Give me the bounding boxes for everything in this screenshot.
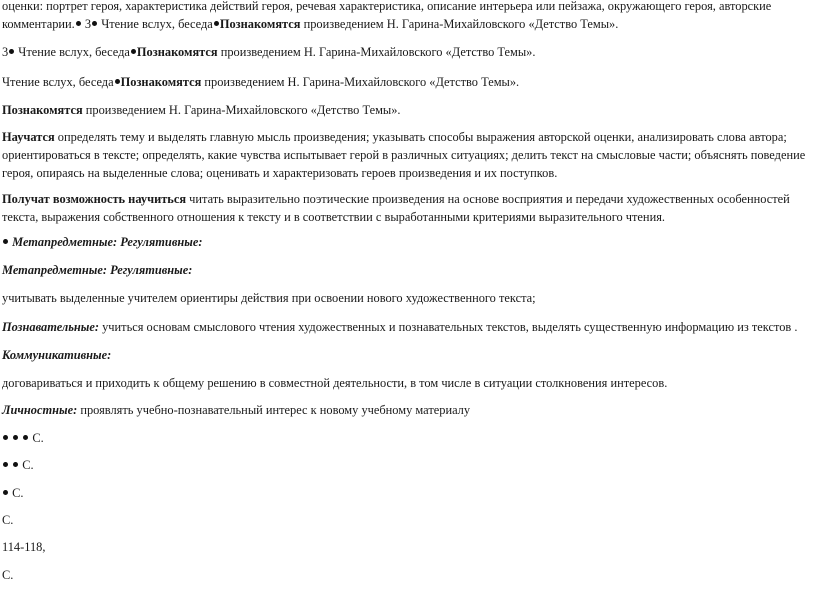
paragraph-page-ref-2 [2,456,808,474]
text-work: произведением Н. Гарина-Михайловского «Детство Темы». [300,17,619,31]
paragraph-meta-bullet [2,233,808,251]
paragraph-agreement [2,374,808,392]
bullet-icon [3,239,8,244]
text-work: произведением Н. Гарина-Михайловского «Детство Темы». [82,103,401,117]
text-page-ref: С. [29,431,44,445]
bullet-icon [76,21,81,26]
text-reading: Чтение вслух, беседа [98,17,213,31]
bullet-icon [13,435,18,440]
paragraph-will-learn [2,128,808,182]
text-page-ref: С. [19,458,34,472]
text-regulative: учитывать выделенные учителем ориентиры действия при освоении нового художественного текста; [2,291,536,305]
text-meta-heading: Метапредметные: Регулятивные: [2,263,193,277]
text-personal: проявлять учебно-познавательный интерес к новому учебному материалу [77,403,471,417]
bullet-icon [3,490,8,495]
text-bold-will-learn: Научатся [2,130,55,144]
paragraph-page-range [2,538,808,556]
bullet-icon [131,49,136,54]
text-comments: комментарии. [2,17,75,31]
paragraph-page-ref-3 [2,484,808,502]
paragraph-page-ref-4 [2,511,808,529]
text-cognitive: учиться основам смыслового чтения художественных и познавательных текстов, выделять существенную информацию из текстов . [99,320,798,334]
paragraph-line-4 [2,101,808,119]
text-communicative: договариваться и приходить к общему решению в совместной деятельности, в том числе в ситуации столкновения интересов. [2,376,668,390]
text-bold-opportunity: Получат возможность научиться [2,192,187,206]
text-page-range: 114-118, [2,540,46,554]
text-opportunity-goals: читать выразительно поэтические произведения на основе восприятия и передачи художественных особенностей текста, выражения собственного отношения к тексту и в соответствии с выработанными критериями выразительного чтения. [2,192,790,224]
paragraph-page-ref-1 [2,429,808,447]
paragraph-personal [2,401,808,419]
text-page-ref: С. [9,486,24,500]
text-learn-goals: определять тему и выделять главную мысль произведения; указывать способы выражения авторской оценки, анализировать слова автора; ориентироваться в тексте; определять, какие чувства испытывает герой в различных ситуациях; делить текст на смысловые части; объяснять поведение героя, опираясь на выделенные слова; оценивать и характеризовать героев произведения и их поступков. [2,130,806,180]
paragraph-regulative [2,289,808,307]
bullet-icon [9,49,14,54]
bullet-icon [92,21,97,26]
bullet-icon [115,79,120,84]
bullet-icon [13,462,18,467]
text-personal-heading: Личностные: [2,403,78,417]
bullet-icon [3,462,8,467]
text-number: 3 [2,45,9,59]
text-bold-learn: Познакомятся [219,17,301,31]
text-bold-learn: Познакомятся [120,75,202,89]
paragraph-line-3 [2,73,808,91]
text-bold-learn: Познакомятся [2,103,83,117]
text-communicative-heading: Коммуникативные: [2,348,112,362]
paragraph-opportunity [2,190,808,226]
text-work: произведением Н. Гарина-Михайловского «Детство Темы». [201,75,520,89]
paragraph-line-2 [2,43,808,61]
text-reading: Чтение вслух, беседа [2,75,114,89]
text-bold-learn: Познакомятся [136,45,218,59]
paragraph-cognitive [2,318,808,336]
text-work: произведением Н. Гарина-Михайловского «Детство Темы». [217,45,536,59]
bullet-icon [214,21,219,26]
paragraph-assessment [2,0,808,33]
text-meta-heading: Метапредметные: Регулятивные: [9,235,203,249]
text-number: 3 [81,17,92,31]
paragraph-meta [2,261,808,279]
bullet-icon [23,435,28,440]
bullet-icon [3,435,8,440]
text-assessment: оценки: портрет героя, характеристика действий героя, речевая характеристика, описание интерьера или пейзажа, окружающего героя, авторские [2,0,772,13]
text-cognitive-heading: Познавательные: [2,320,100,334]
text-page-ref: С. [2,513,14,527]
text-page-ref: С. [2,568,14,582]
text-reading: Чтение вслух, беседа [15,45,130,59]
paragraph-communicative [2,346,808,364]
paragraph-page-ref-5 [2,566,808,584]
